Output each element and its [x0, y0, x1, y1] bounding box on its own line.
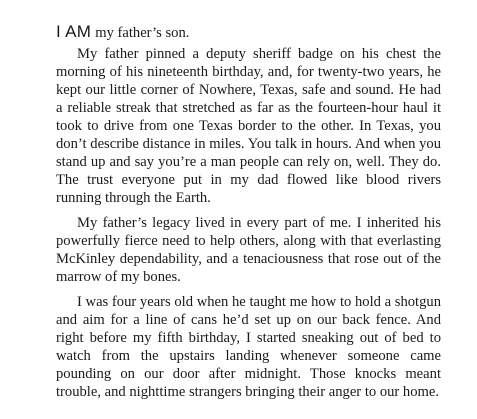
paragraph-1: My father pinned a deputy sheriff badge on his chest the morning of his nineteenth birthday, and, for twenty-two years, he kept our little corner of Nowhere, Texas, safe and sound. He had a reliable streak that stretched as far as the fourteen-hour haul it took to drive from one Texas border to the other. In Texas, you don’t describe distance in miles. You talk in hours. And when you stand up and say you’re a man people can rely on, well. They do. The trust everyone put in my dad flowed like blood rivers running through the Earth.: [56, 46, 441, 206]
opening-line: [56, 22, 441, 43]
chapter-lead-caps: I AM: [56, 22, 92, 41]
opening-line-text: my father’s son.: [95, 25, 190, 41]
paragraph-3: I was four years old when he taught me how to hold a shotgun and aim for a line of cans he’d set up on our back fence. And right before my fifth birthday, I started sneaking out of bed to watch from the upstairs landing whenever someone came pounding on our door after midnight. Those knocks meant trouble, and nighttime strangers bringing their anger to our home.: [56, 294, 441, 400]
paragraph-2: My father’s legacy lived in every part of me. I inherited his powerfully fierce need to help others, along with that everlasting McKinley dependability, and a tenaciousness that rose out of the marrow of my bones.: [56, 215, 441, 285]
